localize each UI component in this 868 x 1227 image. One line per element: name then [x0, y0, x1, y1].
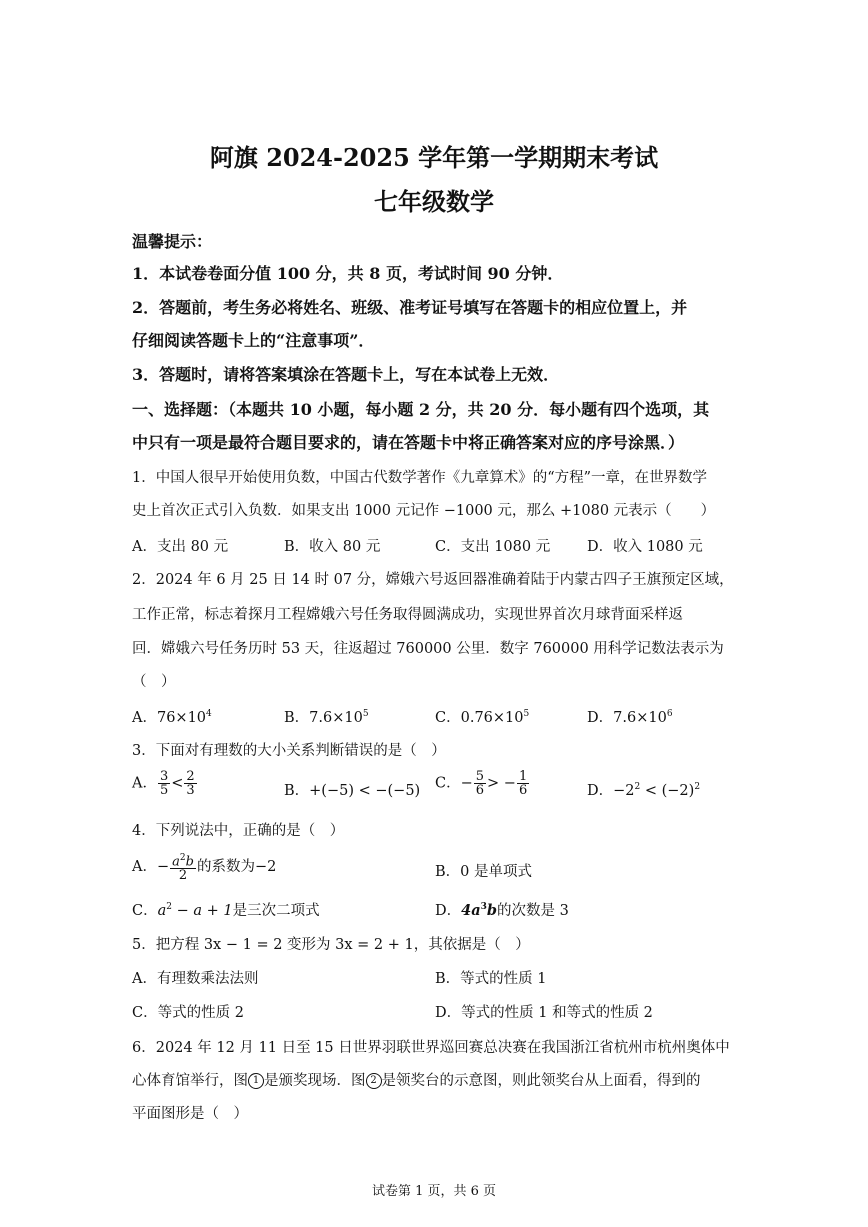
q1-line1: 1．中国人很早开始使用负数，中国古代数学著作《九章算术》的“方程”一章，在世界数学: [132, 470, 708, 486]
q4-option-b: B．0 是单项式: [435, 864, 532, 880]
q5-option-b: B．等式的性质 1: [435, 971, 547, 987]
q6-line3: 平面图形是（ ）: [132, 1106, 248, 1122]
q2-line2: 工作正常，标志着探月工程嫦娥六号任务取得圆满成功，实现世界首次月球背面采样返: [132, 607, 683, 623]
notice-heading: 温馨提示：: [132, 232, 213, 251]
q2-option-d: D．$7.6\times 10^6$: [587, 709, 673, 726]
figure-2-marker: 2: [366, 1073, 382, 1089]
q1-line2: 史上首次正式引入负数．如果支出 1000 元记作 −1000 元，那么 +1080 元表示（ ）: [132, 503, 716, 519]
notice-item-2-cont: 仔细阅读答题卡上的“注意事项”．: [132, 331, 375, 350]
q2-line3: 回．嫦娥六号任务历时 53 天，往返超过 760000 公里．数字 760000 用科学记数法表示为: [132, 641, 724, 657]
exam-title: 阿旗 2024-2025 学年第一学期期末考试: [209, 143, 659, 172]
q3-option-d: D．$-2^2 < (-2)^2$: [587, 782, 701, 799]
q5-stem: 5．把方程 3x − 1 = 2 变形为 3x = 2 + 1，其依据是（ ）: [132, 937, 530, 953]
section-heading-line1: 一、选择题：（本题共 10 小题，每小题 2 分，共 20 分．每小题有四个选项，其: [132, 400, 710, 419]
q1-option-b: B．收入 80 元: [284, 539, 381, 555]
q2-line1: 2．2024 年 6 月 25 日 14 时 07 分，嫦娥六号返回器准确着陆于内蒙古四子王旗预定区域，: [132, 572, 734, 588]
q4-stem: 4．下列说法中，正确的是（ ）: [132, 823, 345, 839]
exam-subtitle: 七年级数学: [374, 187, 494, 216]
q4-option-d: D．$4a^3b$的次数是 3: [435, 902, 569, 919]
q5-option-a: A．有理数乘法法则: [132, 971, 259, 987]
notice-item-3: 3．答题时，请将答案填涂在答题卡上，写在本试卷上无效．: [132, 365, 560, 384]
q3-option-c: C．− $\frac{5}{6}$ > − $\frac{1}{6}$: [435, 769, 528, 798]
q4-option-c: C．$a^2 - a + 1$是三次二项式: [132, 902, 320, 919]
q3-stem: 3．下面对有理数的大小关系判断错误的是（ ）: [132, 743, 446, 759]
figure-1-marker: 1: [248, 1073, 264, 1089]
q4-option-a: A．− $\frac{a^2b}{2}$ 的系数为−2: [132, 853, 277, 884]
q1-option-a: A．支出 80 元: [132, 539, 229, 555]
q2-option-b: B．$7.6\times 10^5$: [284, 709, 369, 726]
q2-option-c: C．$0.76\times 10^5$: [435, 709, 530, 726]
q2-line4: （ ）: [132, 674, 176, 690]
q5-option-c: C．等式的性质 2: [132, 1005, 244, 1021]
q5-option-d: D．等式的性质 1 和等式的性质 2: [435, 1005, 653, 1021]
q2-option-a: A．$76\times 10^4$: [132, 709, 212, 726]
q3-option-b: B．+(−5) < −(−5): [284, 783, 421, 799]
q1-option-c: C．支出 1080 元: [435, 539, 551, 555]
notice-item-2: 2．答题前，考生务必将姓名、班级、准考证号填写在答题卡的相应位置上，并: [132, 298, 688, 317]
notice-item-1: 1．本试卷卷面分值 100 分，共 8 页，考试时间 90 分钟．: [132, 264, 564, 283]
page-footer: 试卷第 1 页，共 6 页: [371, 1184, 497, 1199]
q6-line2: 心体育馆举行，图 1 是颁奖现场．图 2 是领奖台的示意图，则此领奖台从上面看，得到的: [132, 1073, 701, 1089]
q1-option-d: D．收入 1080 元: [587, 539, 703, 555]
q3-option-a: A． $\frac{3}{5}$ < $\frac{2}{3}$: [132, 769, 195, 798]
q6-line1: 6．2024 年 12 月 11 日至 15 日世界羽联世界巡回赛总决赛在我国浙江省杭州市杭州奥体中: [132, 1040, 730, 1056]
section-heading-line2: 中只有一项是最符合题目要求的，请在答题卡中将正确答案对应的序号涂黑．）: [132, 433, 685, 452]
